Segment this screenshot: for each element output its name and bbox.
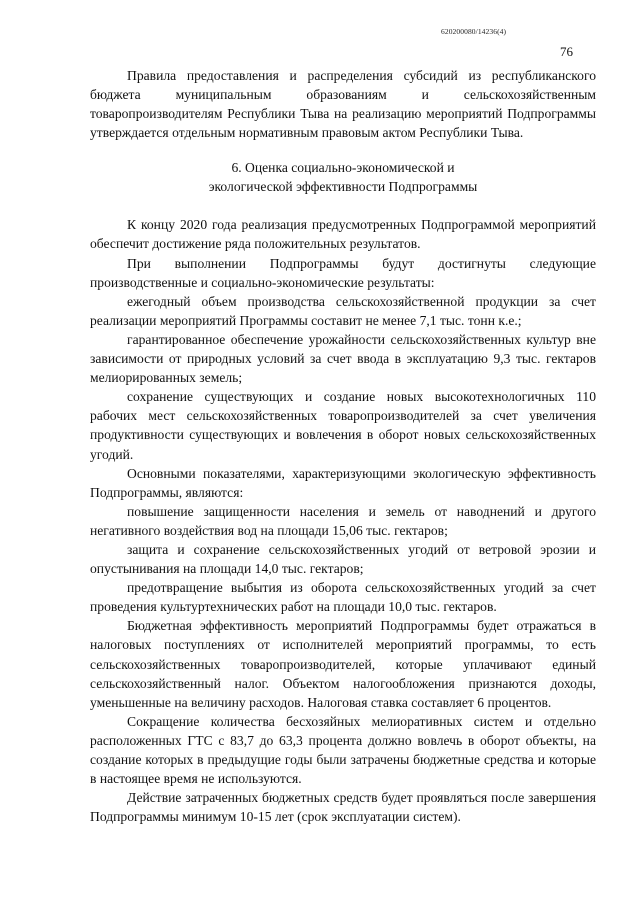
section-title-line-2: экологической эффективности Подпрограммы (208, 178, 478, 194)
document-registration-code: 620200080/14236(4) (441, 27, 507, 36)
paragraph: Сокращение количества бесхозяйных мелиоративных систем и отдельно расположенных ГТС с 83,7 до 63,3 процента должно вовлечь в оборот объекты, на создание которых в предыдущие годы были затрачены бюджетные средства и которые в настоящее время не используются. (90, 713, 596, 787)
paragraph: Основными показателями, характеризующими экологическую эффективность Подпрограммы, являются: (90, 465, 596, 500)
paragraph: предотвращение выбытия из оборота сельскохозяйственных угодий за счет проведения культуртехнических работ на площади 10,0 тыс. гектаров. (90, 580, 596, 615)
paragraph: защита и сохранение сельскохозяйственных угодий от ветровой эрозии и опустынивания на площади 14,0 тыс. гектаров; (90, 541, 596, 577)
paragraph: повышение защищенности населения и земель от наводнений и другого негативного воздействия вод на площади 15,06 тыс. гектаров; (90, 503, 596, 538)
intro-paragraph: Правила предоставления и распределения субсидий из республиканского бюджета муниципальным образованиям и сельскохозяйственным товаропроизводителям Республики Тыва на реализацию мероприятий Подпрограммы утверждается отдельным нормативным правовым актом Республики Тыва. (90, 68, 596, 141)
paragraph: ежегодный объем производства сельскохозяйственной продукции за счет реализации мероприятий Программы составит не менее 7,1 тыс. тонн к.е.; (90, 293, 596, 328)
paragraph: гарантированное обеспечение урожайности сельскохозяйственных культур вне зависимости от природных условий за счет ввода в эксплуатацию 9,3 тыс. гектаров мелиорированных земель; (90, 331, 596, 386)
paragraph: сохранение существующих и создание новых высокотехнологичных 110 рабочих мест сельскохозяйственных товаропроизводителей за счет увеличения продуктивности существующих и вовлечения в оборот новых сельскохозяйственных угодий. (90, 389, 596, 462)
page-number: 76 (560, 44, 573, 59)
paragraph: Действие затраченных бюджетных средств будет проявляться после завершения Подпрограммы минимум 10-15 лет (срок эксплуатации систем). (90, 790, 596, 825)
paragraph: К концу 2020 года реализация предусмотренных Подпрограммой мероприятий обеспечит достижение ряда положительных результатов. (90, 217, 596, 252)
section-title (90, 159, 596, 196)
section-title-line-1: 6. Оценка социально-экономической и (231, 160, 455, 176)
paragraph: При выполнении Подпрограммы будут достигнуты следующие производственные и социально-экономические результаты: (90, 255, 596, 290)
document-body (90, 66, 596, 826)
paragraph: Бюджетная эффективность мероприятий Подпрограммы будет отражаться в налоговых поступлениях от исполнителей мероприятий программы, то есть сельскохозяйственных товаропроизводителей, которые уплачивают единый сельскохозяйственный налог. Объектом налогообложения признаются доходы, уменьшенные на величину расходов. Налоговая ставка составляет 6 процентов. (90, 618, 596, 710)
